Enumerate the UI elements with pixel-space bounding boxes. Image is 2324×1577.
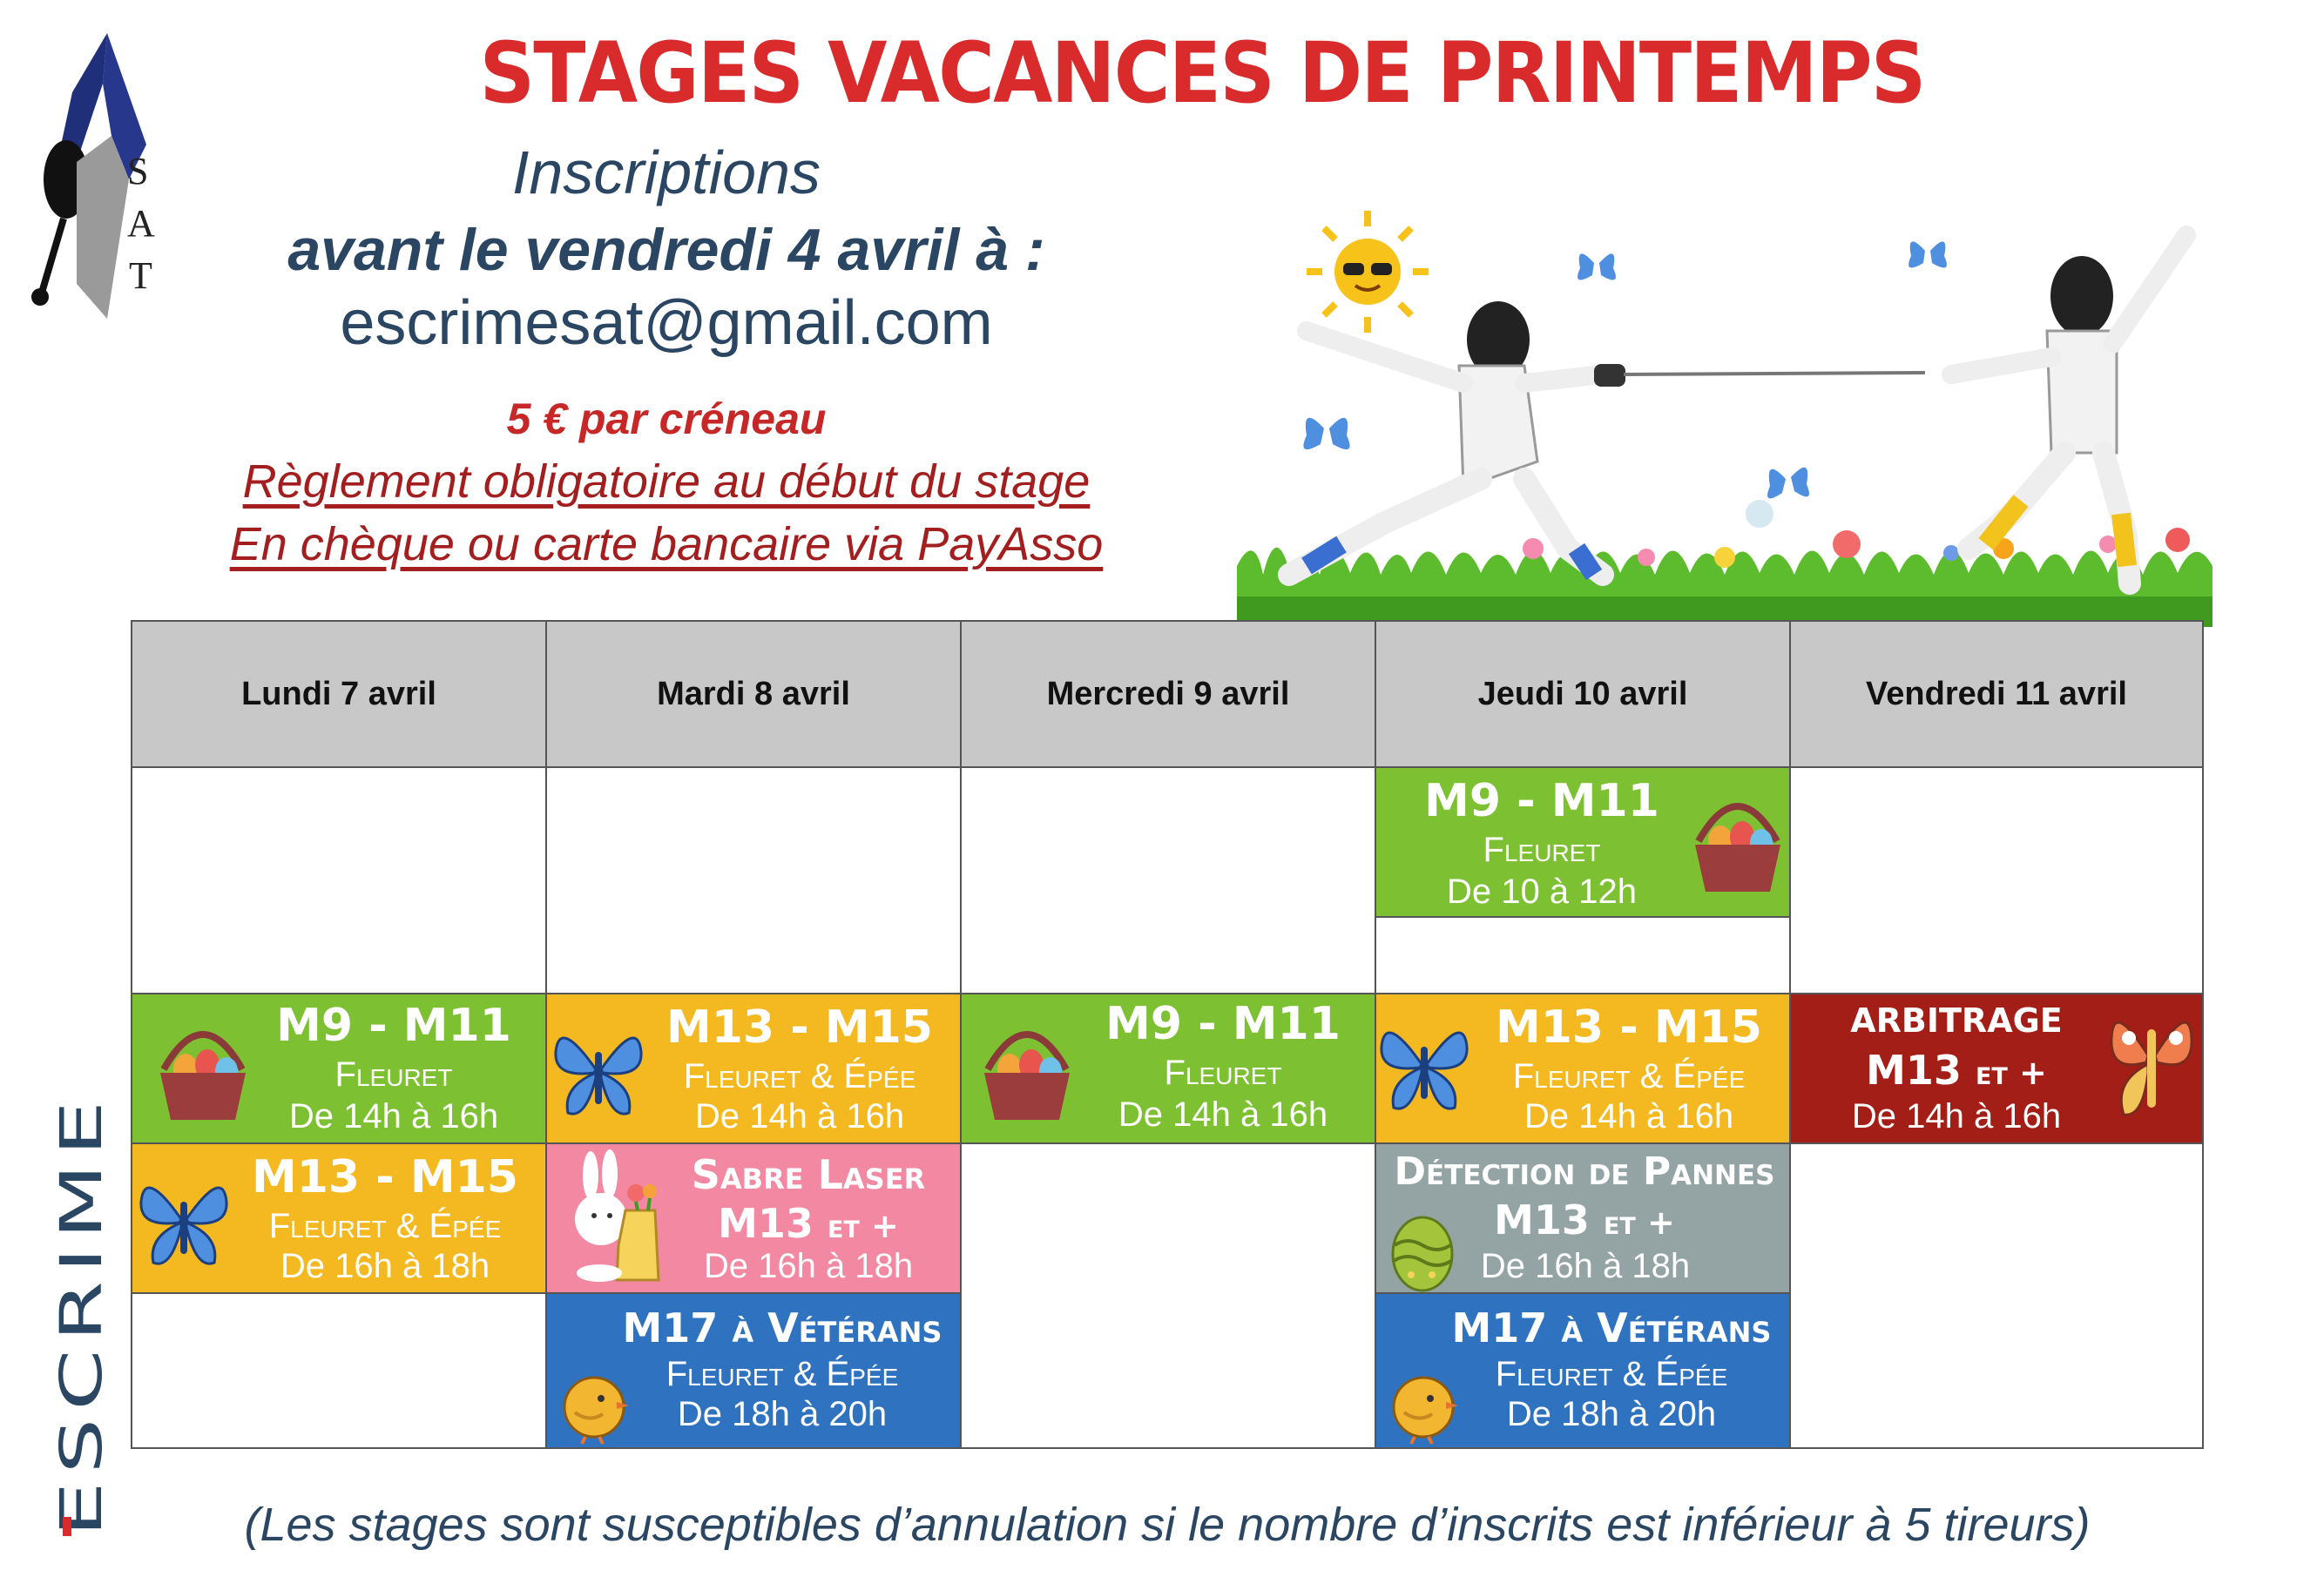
easter-basket-icon: [155, 1017, 251, 1125]
day-header-friday: Vendredi 11 avril: [1789, 620, 2204, 768]
left-fencer-icon: [1289, 301, 1925, 575]
fencers-illustration: [1237, 200, 2213, 627]
right-fencer-icon: [1951, 235, 2186, 583]
butterfly-icon: [551, 1017, 646, 1122]
butterfly-icon: [136, 1167, 232, 1271]
session-level-main: M13: [1866, 1047, 1962, 1094]
session-time: De 18h à 20h: [1506, 1395, 1717, 1433]
session-level: M9 - M11: [1105, 998, 1341, 1050]
session-time: De 14h à 16h: [1523, 1097, 1734, 1136]
session-title: Sabre Laser: [691, 1151, 926, 1198]
session-level-suffix: et +: [1603, 1203, 1675, 1242]
session-mon-16[interactable]: [131, 1142, 547, 1294]
session-weapon: Fleuret: [1164, 1054, 1282, 1092]
session-weapon: Fleuret & Épée: [683, 1057, 916, 1095]
inscriptions-label: Inscriptions: [511, 138, 821, 206]
session-fri-14[interactable]: [1789, 993, 2204, 1144]
session-level-main: M17: [1451, 1304, 1548, 1351]
session-thu-morning[interactable]: [1375, 766, 1791, 918]
session-level: [1446, 1304, 1777, 1351]
session-level-main: M17: [622, 1304, 719, 1351]
session-level-suffix: et +: [1975, 1054, 2047, 1092]
deadline-text: avant le vendredi 4 avril à :: [287, 217, 1045, 283]
session-tue-14[interactable]: [545, 993, 962, 1144]
session-level-main: M13: [1494, 1196, 1590, 1243]
session-level: [617, 1304, 948, 1351]
session-level-suffix: et +: [827, 1207, 899, 1245]
page-title: STAGES VACANCES DE PRINTEMPS: [479, 24, 1925, 122]
cancellation-note: (Les stages sont susceptibles d’annulation si le nombre d’inscrits est inférieur à 5 tireurs): [244, 1499, 2091, 1551]
session-time: De 14h à 16h: [1851, 1097, 2062, 1136]
session-weapon: Fleuret: [1483, 831, 1601, 869]
payment-rule-line2: En chèque ou carte bancaire via PayAsso: [229, 518, 1104, 570]
price-text: 5 € par créneau: [506, 394, 827, 443]
session-tue-16[interactable]: [545, 1142, 962, 1294]
session-time: De 10 à 12h: [1447, 873, 1637, 911]
session-weapon: Fleuret & Épée: [1495, 1355, 1728, 1393]
session-weapon: Fleuret & Épée: [1512, 1057, 1746, 1095]
payment-rule-line1: Règlement obligatoire au début du stage: [242, 455, 1091, 508]
butterfly-icon: [1376, 1012, 1472, 1116]
sun-icon: [1307, 211, 1429, 333]
session-weapon: Fleuret & Épée: [665, 1355, 899, 1393]
day-header-thursday: Jeudi 10 avril: [1375, 620, 1791, 768]
session-level: M13 - M15: [1495, 1001, 1762, 1054]
session-time: De 18h à 20h: [677, 1395, 888, 1433]
session-time: De 14h à 16h: [288, 1097, 499, 1136]
session-thu-18[interactable]: [1375, 1292, 1791, 1449]
session-weapon: Fleuret & Épée: [268, 1207, 502, 1245]
session-level: [1791, 1047, 2122, 1094]
escrime-vertical-text: ESCRIME: [48, 1244, 115, 1537]
session-time: De 16h à 18h: [1480, 1247, 1691, 1285]
session-mon-14[interactable]: [131, 993, 547, 1144]
session-level-suffix: à Vétérans: [1561, 1304, 1772, 1351]
session-level: [1376, 1196, 1793, 1243]
session-level: M13 - M15: [665, 1001, 933, 1054]
escrime-vertical-label: [48, 1088, 115, 1541]
logo-letter-t: T: [129, 254, 152, 297]
bunny-boot-icon: [564, 1149, 669, 1289]
session-level: [669, 1200, 948, 1247]
session-title: ARBITRAGE: [1850, 1001, 2063, 1040]
logo-letter-a: A: [127, 202, 155, 245]
day-header-monday: Lundi 7 avril: [131, 620, 547, 768]
session-title: Détection de Pannes: [1394, 1149, 1775, 1194]
session-wed-14[interactable]: [960, 993, 1376, 1144]
session-level-suffix: à Vétérans: [732, 1304, 942, 1351]
session-weapon: Fleuret: [334, 1055, 453, 1094]
easter-basket-icon: [979, 1017, 1075, 1125]
session-time: De 16h à 18h: [703, 1247, 914, 1285]
session-tue-18[interactable]: [545, 1292, 962, 1449]
day-header-tuesday: Mardi 8 avril: [545, 620, 962, 768]
session-level-main: M13: [718, 1200, 814, 1247]
session-level: M13 - M15: [251, 1151, 518, 1203]
session-level: M9 - M11: [1424, 775, 1659, 827]
contact-email: escrimesat@gmail.com: [340, 288, 993, 358]
day-header-wednesday: Mercredi 9 avril: [960, 620, 1376, 768]
session-thu-16[interactable]: [1375, 1142, 1791, 1294]
logo-letter-s: S: [127, 150, 149, 192]
session-time: De 14h à 16h: [1118, 1095, 1328, 1134]
session-thu-14[interactable]: [1375, 993, 1791, 1144]
session-level: M9 - M11: [276, 1000, 511, 1052]
session-time: De 16h à 18h: [280, 1247, 490, 1285]
session-time: De 14h à 16h: [694, 1097, 905, 1136]
